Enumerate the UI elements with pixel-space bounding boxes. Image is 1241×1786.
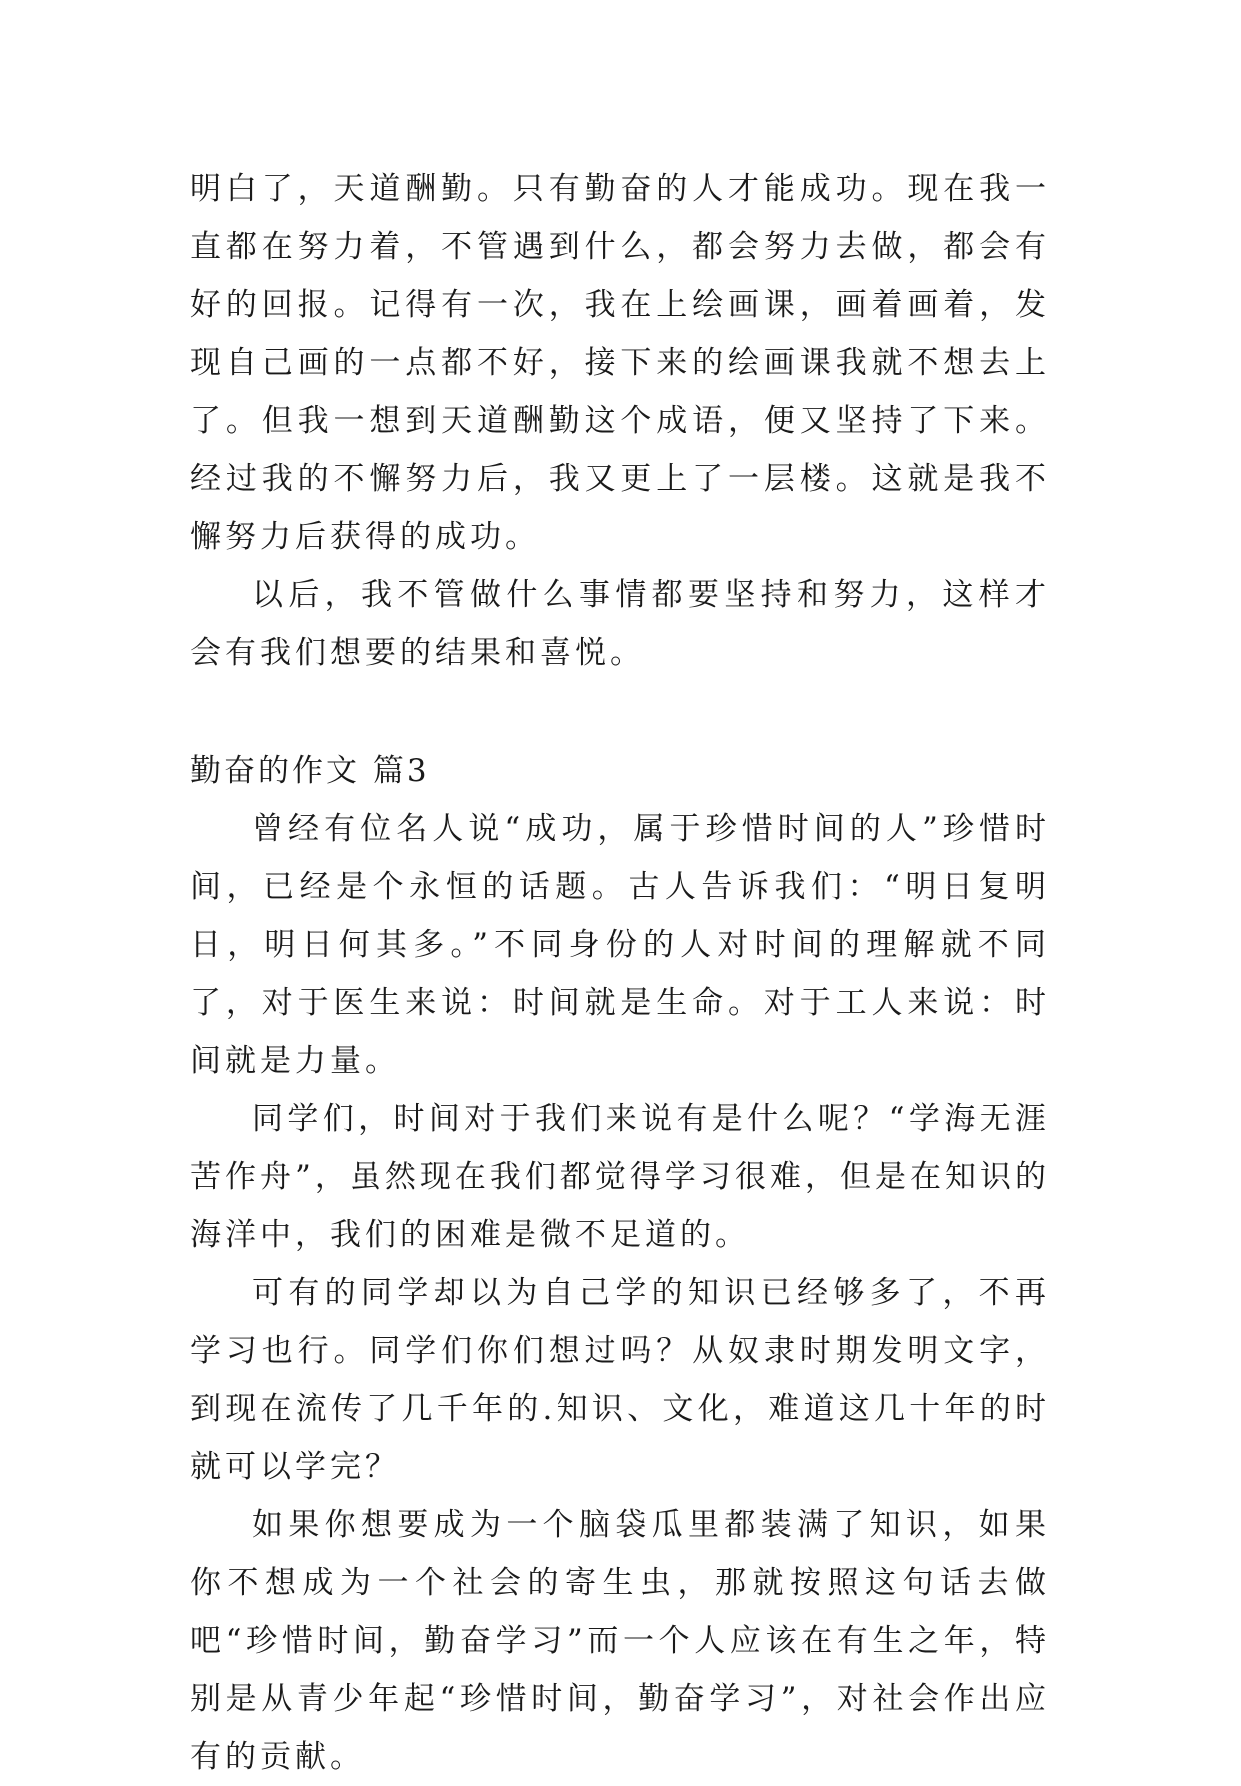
paragraph-section-4: 如果你想要成为一个脑袋瓜里都装满了知识，如果你不想成为一个社会的寄生虫，那就按照这句话去做吧“珍惜时间，勤奋学习”而一个人应该在有生之年，特别是从青少年起“珍惜时间，勤奋学习”，对社会作出应有的贡献。 [190, 1507, 1050, 1775]
paragraph-section-2: 同学们，时间对于我们来说有是什么呢？“学海无涯苦作舟”，虽然现在我们都觉得学习很难，但是在知识的海洋中，我们的困难是微不足道的。 [190, 1101, 1050, 1253]
document-body [190, 160, 1050, 1786]
paragraph-section-3: 可有的同学却以为自己学的知识已经够多了，不再学习也行。同学们你们想过吗？从奴隶时期发明文字，到现在流传了几千年的.知识、文化，难道这几十年的时就可以学完？ [190, 1275, 1050, 1485]
paragraph-section-1: 曾经有位名人说“成功，属于珍惜时间的人”珍惜时间，已经是个永恒的话题。古人告诉我们：“明日复明日，明日何其多。”不同身份的人对时间的理解就不同了，对于医生来说：时间就是生命。对于工人来说：时间就是力量。 [190, 811, 1050, 1079]
section-title: 勤奋的作文 篇3 [190, 753, 430, 789]
paragraph-continuation: 明白了，天道酬勤。只有勤奋的人才能成功。现在我一直都在努力着，不管遇到什么，都会努力去做，都会有好的回报。记得有一次，我在上绘画课，画着画着，发现自己画的一点都不好，接下来的绘画课我就不想去上了。但我一想到天道酬勤这个成语，便又坚持了下来。经过我的不懈努力后，我又更上了一层楼。这就是我不懈努力后获得的成功。 [190, 171, 1050, 555]
paragraph-conclusion: 以后，我不管做什么事情都要坚持和努力，这样才会有我们想要的结果和喜悦。 [190, 577, 1050, 671]
